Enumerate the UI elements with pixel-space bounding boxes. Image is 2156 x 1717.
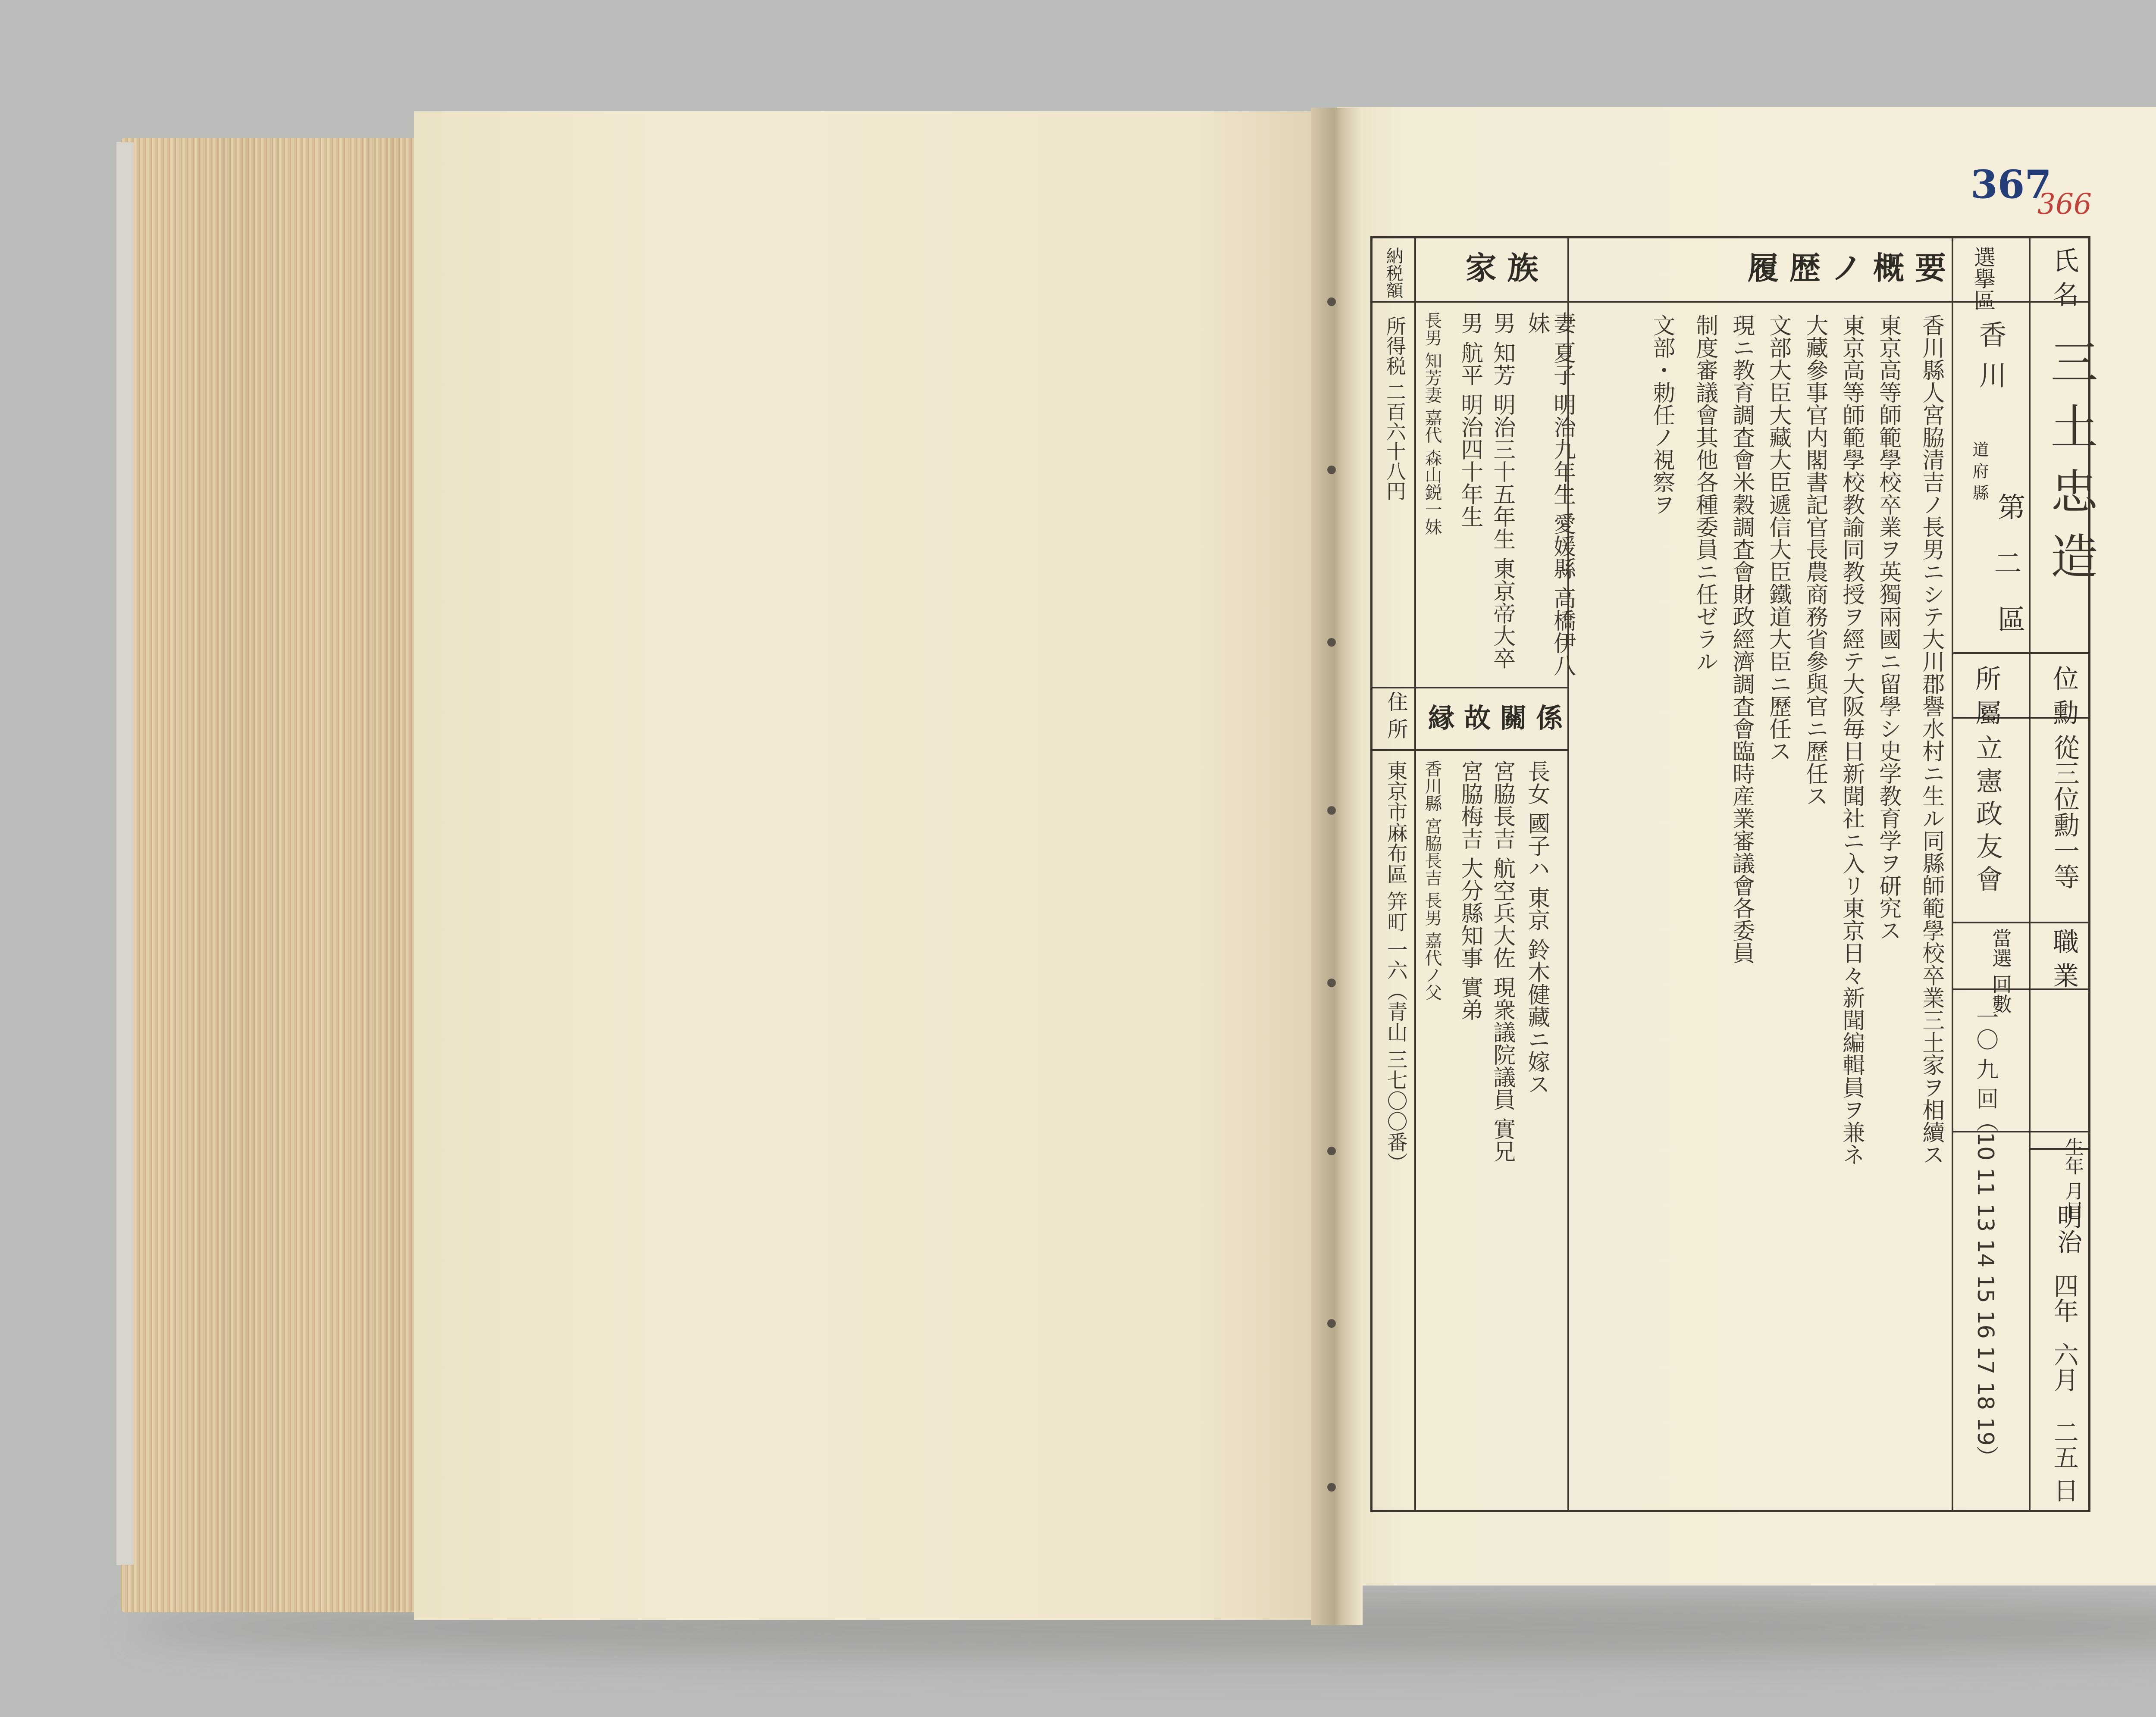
history-line: 現ニ教育調査會米穀調査會財政經濟調査會臨時産業審議會各委員 (1728, 314, 1755, 964)
history-line: 文部・勅任ノ視察ヲ (1648, 314, 1675, 516)
tax-value: 所得税 二百六十八円 (1383, 316, 1407, 501)
district-number-value: 二 (1989, 549, 2021, 576)
binding-hole (1327, 806, 1336, 815)
member-record-form (1370, 236, 2098, 1512)
rank-value: 從三位勳一等 (2049, 734, 2080, 889)
relation-line: 長女 國子ハ 東京 鈴木健藏ニ嫁ス (1523, 760, 1550, 1095)
rule (1414, 238, 1416, 1510)
relations-label: 縁 故 關 係 (1428, 702, 1563, 734)
family-line: 男 知芳 明治三十五年生 東京帝大卒 (1489, 312, 1515, 669)
history-line: 制度審議會其他各種委員ニ任ゼラル (1692, 314, 1718, 672)
binding-hole (1327, 1483, 1336, 1492)
rule (1373, 301, 1567, 303)
relation-line: 香川縣 宮脇長吉 長男 嘉代ノ父 (1422, 760, 1442, 1001)
binding-hole (1327, 1147, 1336, 1155)
tax-label: 納税額 (1383, 247, 1403, 299)
address-label: 住 所 (1384, 691, 1408, 739)
rule (1373, 749, 1567, 751)
birth-era: 明治 (2053, 1204, 2082, 1254)
prefecture-unit-label: 道 府 縣 (1970, 441, 1989, 501)
family-line: 男 航平 明治四十年生 (1457, 312, 1483, 528)
rule (1952, 238, 1953, 1510)
family-line: 妻 夏子 明治九年生 愛媛縣 高橋伊八妹 (1523, 312, 1576, 677)
rank-label: 位 勳 (2049, 665, 2079, 726)
party-value: 立憲政友會 (1971, 734, 2003, 898)
binding-hole (1327, 297, 1336, 306)
book-gutter (1311, 108, 1363, 1625)
address-value: 東京市麻布區 笄町 一六（青山 三七〇〇番） (1383, 760, 1408, 1173)
times-elected-label: 當選 回數 (1989, 928, 2012, 1014)
district-suffix-label: 區 (1993, 605, 2025, 632)
rule (1952, 652, 2090, 654)
binding-hole (1327, 979, 1336, 987)
history-label: 履 歴 ノ 概 要 (1747, 250, 1946, 286)
page-number: 367 (1971, 162, 2052, 207)
rule (1952, 922, 2090, 923)
birth-day: 二五 日 (2049, 1420, 2079, 1503)
relation-line: 宮脇梅吉 大分縣知事 實弟 (1457, 760, 1483, 1021)
occupation-label: 職 業 (2049, 928, 2079, 988)
party-label: 所 屬 (1971, 665, 2001, 726)
left-page-blank (414, 111, 1337, 1620)
binding-hole (1327, 638, 1336, 647)
history-line: 文部大臣大藏大臣遞信大臣鐵道大臣ニ歷任ス (1765, 314, 1791, 762)
binding-hole (1327, 466, 1336, 474)
district-label: 選擧區 (1971, 246, 1996, 311)
binding-hole (1327, 1319, 1336, 1328)
birth-month: 六月 (2049, 1342, 2079, 1392)
left-cover-edge (116, 142, 134, 1565)
family-label: 家 族 (1465, 250, 1539, 286)
birth-label: 生年 月日 (2062, 1137, 2084, 1219)
history-line: 大藏參事官内閣書記官長農商務省參與官ニ歷任ス (1802, 314, 1828, 807)
district-prefecture-value: 香川 (1974, 320, 2006, 401)
left-page-edges (121, 138, 423, 1612)
rule (1567, 301, 1952, 303)
times-elected-value: 一〇 九 回（10 11 13 14 15 16 17 18 19） (1972, 1006, 1998, 1468)
family-line: 長男 知芳妻 嘉代 森山鋭一妹 (1422, 312, 1442, 535)
name-label: 氏 名 (2049, 247, 2079, 307)
rule (2029, 238, 2031, 1510)
history-line: 東京高等師範學校教諭同教授ヲ經テ大阪毎日新聞社ニ入リ東京日々新聞編輯員ヲ兼ネ (1838, 314, 1865, 1166)
district-prefix-label: 第 (1993, 493, 2025, 520)
name-value: 三土忠造 (2043, 338, 2098, 596)
history-line: 東京高等師範學校卒業ヲ英獨兩國ニ留學シ史学教育学ヲ研究ス (1875, 314, 1901, 941)
page-number-handwritten: 366 (2037, 188, 2092, 221)
history-line: 香川縣人宮脇清吉ノ長男ニシテ大川郡譽水村ニ生ル同縣師範學校卒業三土家ヲ相續ス (1918, 314, 1944, 1166)
birth-year: 四年 (2049, 1273, 2079, 1323)
relation-line: 宮脇長吉 航空兵大佐 現衆議院議員 實兄 (1489, 760, 1515, 1163)
